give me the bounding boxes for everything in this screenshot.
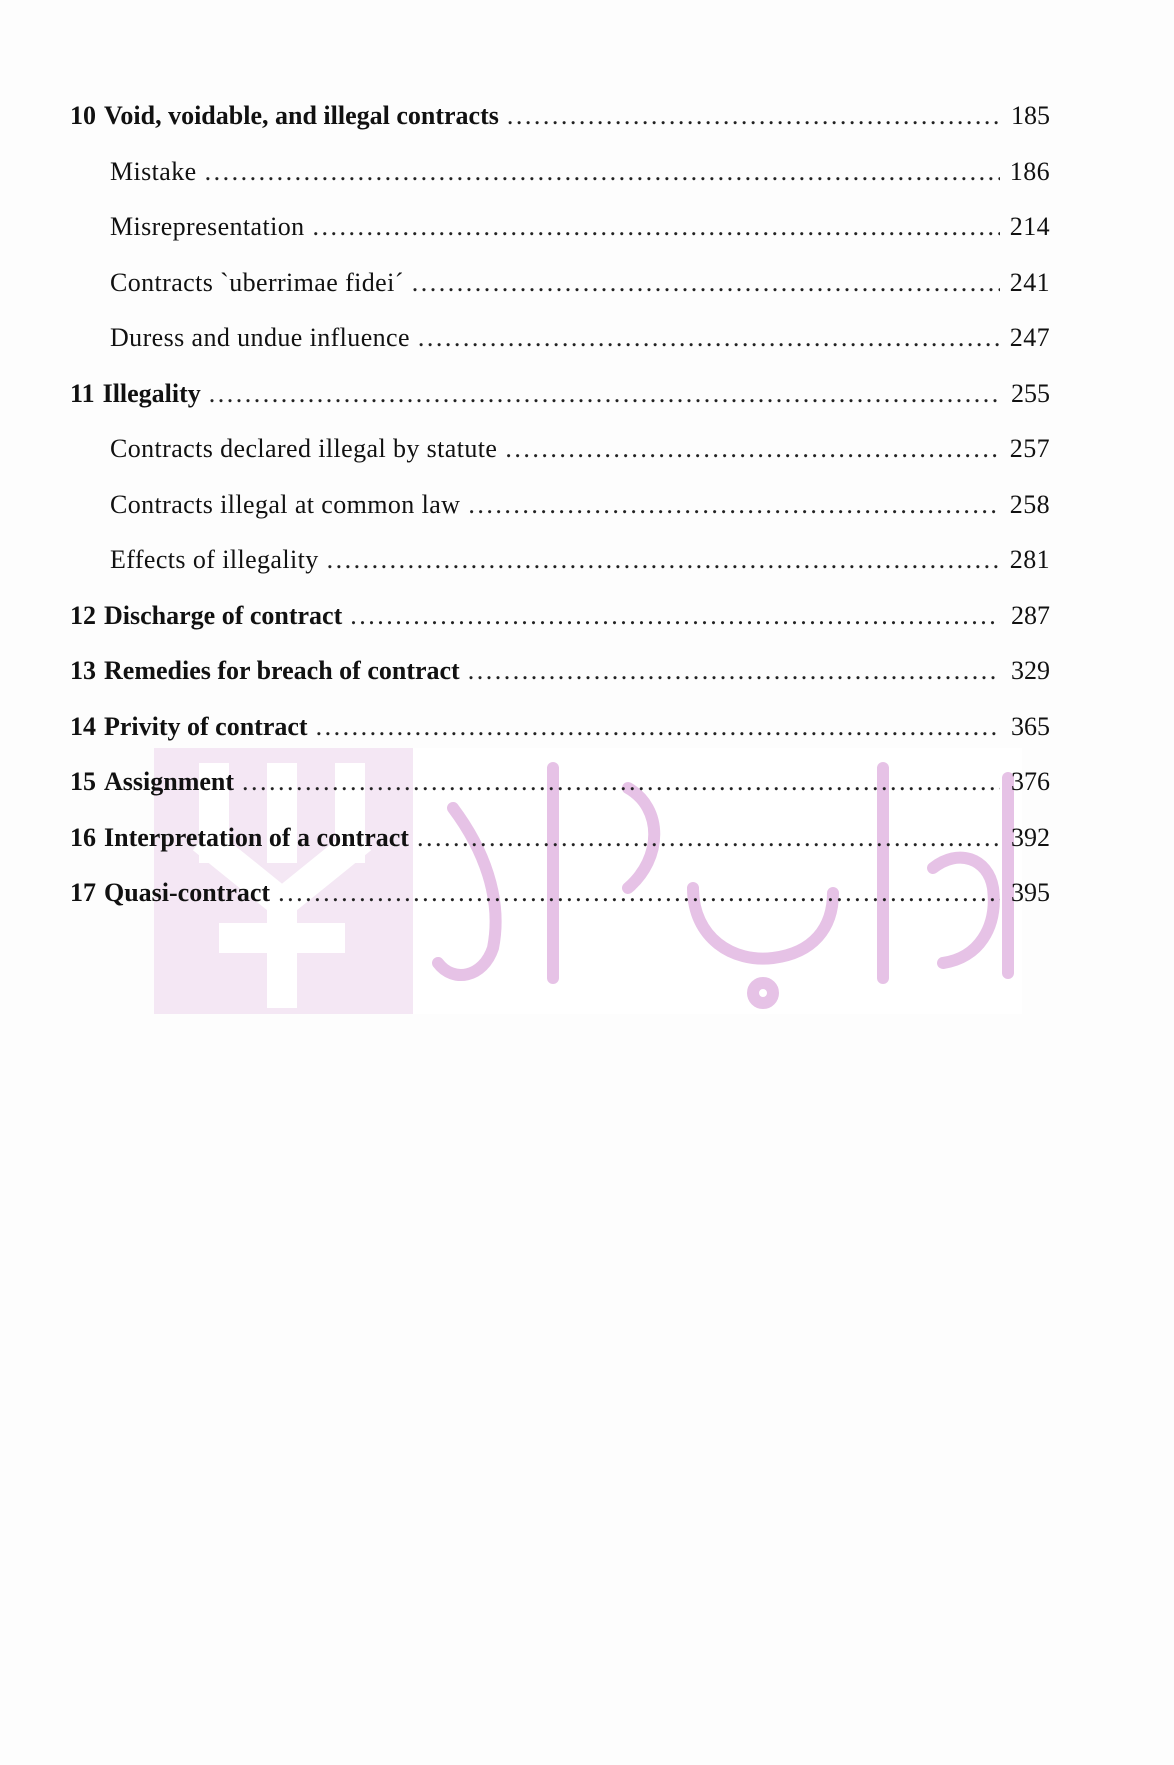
toc-entry-title: Privity of contract [104, 711, 308, 741]
toc-dot-leader [417, 810, 1000, 866]
toc-dot-leader [316, 699, 1000, 755]
toc-page-number: 255 [1011, 378, 1050, 408]
toc-dot-leader [412, 255, 1000, 311]
toc-entry-title: Discharge of contract [104, 600, 343, 630]
toc-chapter-entry[interactable] [70, 88, 1050, 144]
toc-entry-title: Contracts declared illegal by statute [110, 434, 498, 463]
toc-chapter-entry[interactable] [70, 865, 1050, 921]
toc-dot-leader [350, 588, 1000, 644]
toc-section-entry[interactable] [70, 144, 1050, 200]
toc-page-number: 281 [1009, 545, 1050, 574]
toc-entry-title: Assignment [104, 767, 235, 796]
toc-page-number: 258 [1009, 489, 1050, 519]
toc-page-number: 185 [1011, 101, 1050, 130]
toc-chapter-number: 10 [70, 101, 96, 130]
toc-entry-title: Remedies for breach of contract [104, 656, 460, 685]
toc-dot-leader [242, 754, 1000, 810]
toc-chapter-entry[interactable] [70, 810, 1050, 866]
toc-entry-title: Effects of illegality [110, 545, 319, 574]
toc-page-number: 329 [1011, 656, 1050, 685]
toc-page-number: 392 [1011, 822, 1050, 852]
toc-chapter-number: 12 [70, 600, 96, 630]
toc-entry-title: Contracts `uberrimae fidei´ [110, 267, 404, 297]
toc-page-number: 186 [1009, 156, 1050, 186]
toc-entry-title: Misrepresentation [110, 212, 305, 241]
toc-page-number: 257 [1009, 434, 1050, 463]
toc-chapter-number: 14 [70, 711, 96, 741]
toc-page-number: 376 [1011, 767, 1050, 796]
toc-entry-title: Duress and undue influence [110, 323, 410, 352]
toc-entry-title: Contracts illegal at common law [110, 489, 461, 519]
toc-dot-leader [313, 199, 1000, 255]
toc-chapter-number: 11 [70, 378, 95, 408]
toc-chapter-number: 17 [70, 878, 96, 907]
toc-entry-title: Illegality [102, 378, 201, 408]
toc-section-entry[interactable] [70, 532, 1050, 588]
toc-chapter-entry[interactable] [70, 366, 1050, 422]
toc-dot-leader [507, 88, 1000, 144]
toc-dot-leader [205, 144, 1000, 200]
toc-section-entry[interactable] [70, 477, 1050, 533]
toc-page-number: 395 [1011, 878, 1050, 907]
toc-entry-title: Interpretation of a contract [104, 822, 409, 852]
toc-dot-leader [209, 366, 1000, 422]
toc-entry-title: Quasi-contract [104, 878, 271, 907]
toc-dot-leader [505, 421, 1000, 477]
toc-chapter-number: 16 [70, 822, 96, 852]
toc-section-entry[interactable] [70, 310, 1050, 366]
toc-section-entry[interactable] [70, 255, 1050, 311]
toc-page-number: 241 [1009, 267, 1050, 297]
toc-dot-leader [468, 477, 1000, 533]
table-of-contents [70, 88, 1050, 921]
toc-dot-leader [468, 643, 1000, 699]
toc-page-number: 287 [1011, 600, 1050, 630]
toc-page-number: 365 [1011, 711, 1050, 741]
toc-chapter-number: 13 [70, 656, 96, 685]
toc-entry-title: Void, voidable, and illegal contracts [104, 101, 499, 130]
toc-page-number: 214 [1009, 212, 1050, 241]
toc-section-entry[interactable] [70, 199, 1050, 255]
toc-chapter-entry[interactable] [70, 754, 1050, 810]
toc-chapter-number: 15 [70, 767, 96, 796]
toc-dot-leader [278, 865, 1000, 921]
toc-section-entry[interactable] [70, 421, 1050, 477]
toc-entry-title: Mistake [110, 156, 197, 186]
toc-chapter-entry[interactable] [70, 643, 1050, 699]
toc-chapter-entry[interactable] [70, 588, 1050, 644]
toc-dot-leader [327, 532, 1000, 588]
toc-chapter-entry[interactable] [70, 699, 1050, 755]
toc-page-number: 247 [1009, 323, 1050, 352]
toc-dot-leader [418, 310, 1000, 366]
